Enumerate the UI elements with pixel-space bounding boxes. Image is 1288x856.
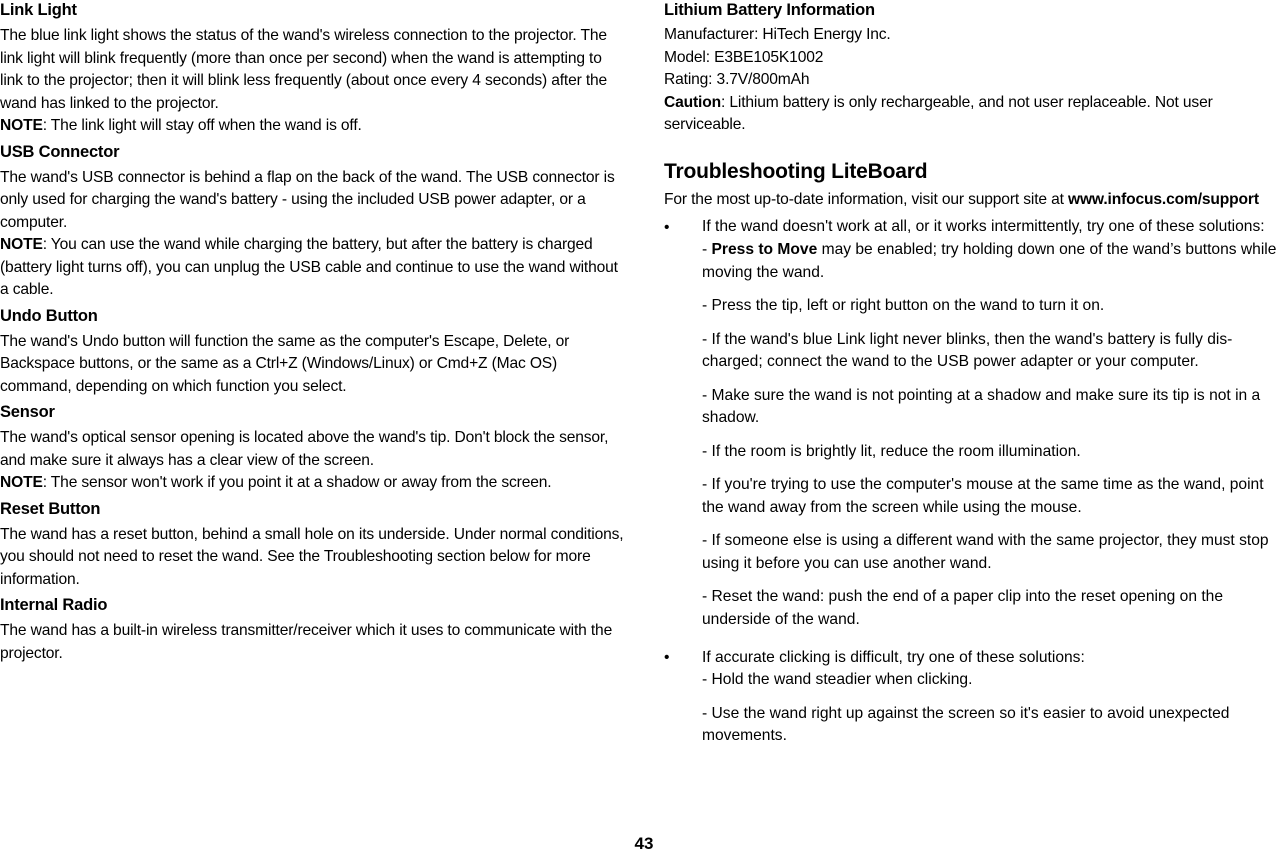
list-item	[664, 647, 1286, 748]
troubleshooting-list	[664, 217, 1286, 748]
bullet-lead: If accurate clicking is difficult, try one of these solutions:	[702, 649, 1085, 666]
support-link[interactable]: www.infocus.com/support	[1067, 190, 1259, 208]
section-heading: Undo Button	[0, 306, 98, 325]
solution-item: - Use the wand right up against the screen so it's easier to avoid unexpected movements.	[702, 704, 1230, 744]
solution-item: - Reset the wand: push the end of a paper clip into the reset opening on the underside of the wand.	[702, 588, 1224, 628]
section-lithium-battery	[664, 0, 1286, 137]
solution-item: - Hold the wand steadier when clicking.	[702, 671, 973, 688]
bullet-icon: •	[664, 649, 670, 666]
solution-item: - Make sure the wand is not pointing at a shadow and make sure its tip is not in a shadow.	[702, 386, 1261, 426]
solution-item: - Press to Move may be enabled; try holding down one of the wand’s buttons while moving the wand.	[702, 241, 1277, 281]
left-column	[0, 0, 628, 669]
note-text: : The link light will stay off when the wand is off.	[42, 117, 362, 134]
battery-manufacturer: Manufacturer: HiTech Energy Inc.	[664, 26, 891, 43]
section-troubleshooting	[664, 159, 1286, 748]
caution-text: : Lithium battery is only rechargeable, and not user replaceable. Not user serviceable.	[664, 93, 1213, 133]
bullet-icon: •	[664, 219, 670, 236]
note-text: : You can use the wand while charging the battery, but after the battery is charged (battery light turns off), you can unplug the USB cable and continue to use the wand without a cable.	[0, 236, 618, 298]
battery-rating: Rating: 3.7V/800mAh	[664, 71, 810, 88]
note-label: NOTE	[0, 474, 43, 491]
battery-info	[664, 24, 1286, 137]
section-internal-radio	[0, 595, 628, 665]
page-number: 43	[634, 834, 654, 853]
section-body: The wand's USB connector is behind a flap on the back of the wand. The USB connector is only used for charging the wand's battery - using the included USB power adapter, or a computer. NOTE: You can use the wand while charging the battery, but after the battery is charged (battery light turns off), you can unplug the USB cable and continue to use the wand without a cable.	[0, 168, 618, 298]
solution-item: - If you're trying to use the computer's mouse at the same time as the wand, point the wand away from the screen while using the mouse.	[702, 476, 1264, 516]
section-heading: Link Light	[0, 1, 77, 19]
section-body: The wand's optical sensor opening is located above the wand's tip. Don't block the sensor, and make sure it always has a clear view of the screen. NOTE: The sensor won't work if you point it at a shadow or away from the screen.	[0, 429, 609, 491]
section-undo-button	[0, 306, 628, 399]
list-item	[664, 217, 1286, 631]
section-body: The wand has a reset button, behind a small hole on its underside. Under normal conditions, you should not need to reset the wand. See the Troubleshooting section below for more information.	[0, 525, 624, 588]
press-to-move-label: Press to Move	[711, 241, 818, 258]
solution-item: - If someone else is using a different wand with the same projector, they must stop using it before you can use another wand.	[702, 532, 1269, 572]
note-label: NOTE	[0, 236, 43, 253]
section-heading: Reset Button	[0, 499, 101, 518]
section-body: The wand's Undo button will function the same as the computer's Escape, Delete, or Backspace buttons, or the same as a Ctrl+Z (Windows/Linux) or Cmd+Z (Mac OS) command, depending on which function you select.	[0, 332, 570, 395]
solution-item: - Press the tip, left or right button on the wand to turn it on.	[702, 297, 1105, 314]
section-body: The blue link light shows the status of the wand's wireless connection to the projector. The link light will blink frequently (more than once per second) when the wand is attempting to link to the projector; then it will blink less frequently (about once every 4 seconds) after the wand has linked to the projector. NOTE: The link light will stay off when the wand is off.	[0, 27, 608, 134]
solution-item: - If the wand's blue Link light never blinks, then the wand's battery is fully dis-charged; connect the wand to the USB power adapter or your computer.	[702, 330, 1233, 370]
bullet-lead: If the wand doesn't work at all, or it works intermittently, try one of these solutions:	[702, 218, 1265, 235]
note-text: : The sensor won't work if you point it at a shadow or away from the screen.	[42, 474, 552, 491]
section-heading: Internal Radio	[0, 596, 108, 614]
section-heading: USB Connector	[0, 142, 120, 161]
right-column	[664, 0, 1286, 748]
section-reset-button	[0, 499, 628, 592]
section-sensor	[0, 402, 628, 495]
solution-item: - If the room is brightly lit, reduce the room illumination.	[702, 442, 1081, 460]
caution-label: Caution	[664, 93, 721, 111]
section-heading: Lithium Battery Information	[664, 1, 875, 19]
troubleshooting-intro: For the most up-to-date information, visit our support site at www.infocus.com/support	[664, 190, 1259, 208]
note-label: NOTE	[0, 117, 43, 134]
troubleshooting-heading: Troubleshooting LiteBoard	[664, 159, 928, 183]
section-body: The wand has a built-in wireless transmitter/receiver which it uses to communicate with the projector.	[0, 622, 613, 662]
section-usb-connector	[0, 142, 628, 302]
section-link-light	[0, 0, 628, 138]
section-heading: Sensor	[0, 403, 55, 421]
battery-model: Model: E3BE105K1002	[664, 48, 824, 66]
